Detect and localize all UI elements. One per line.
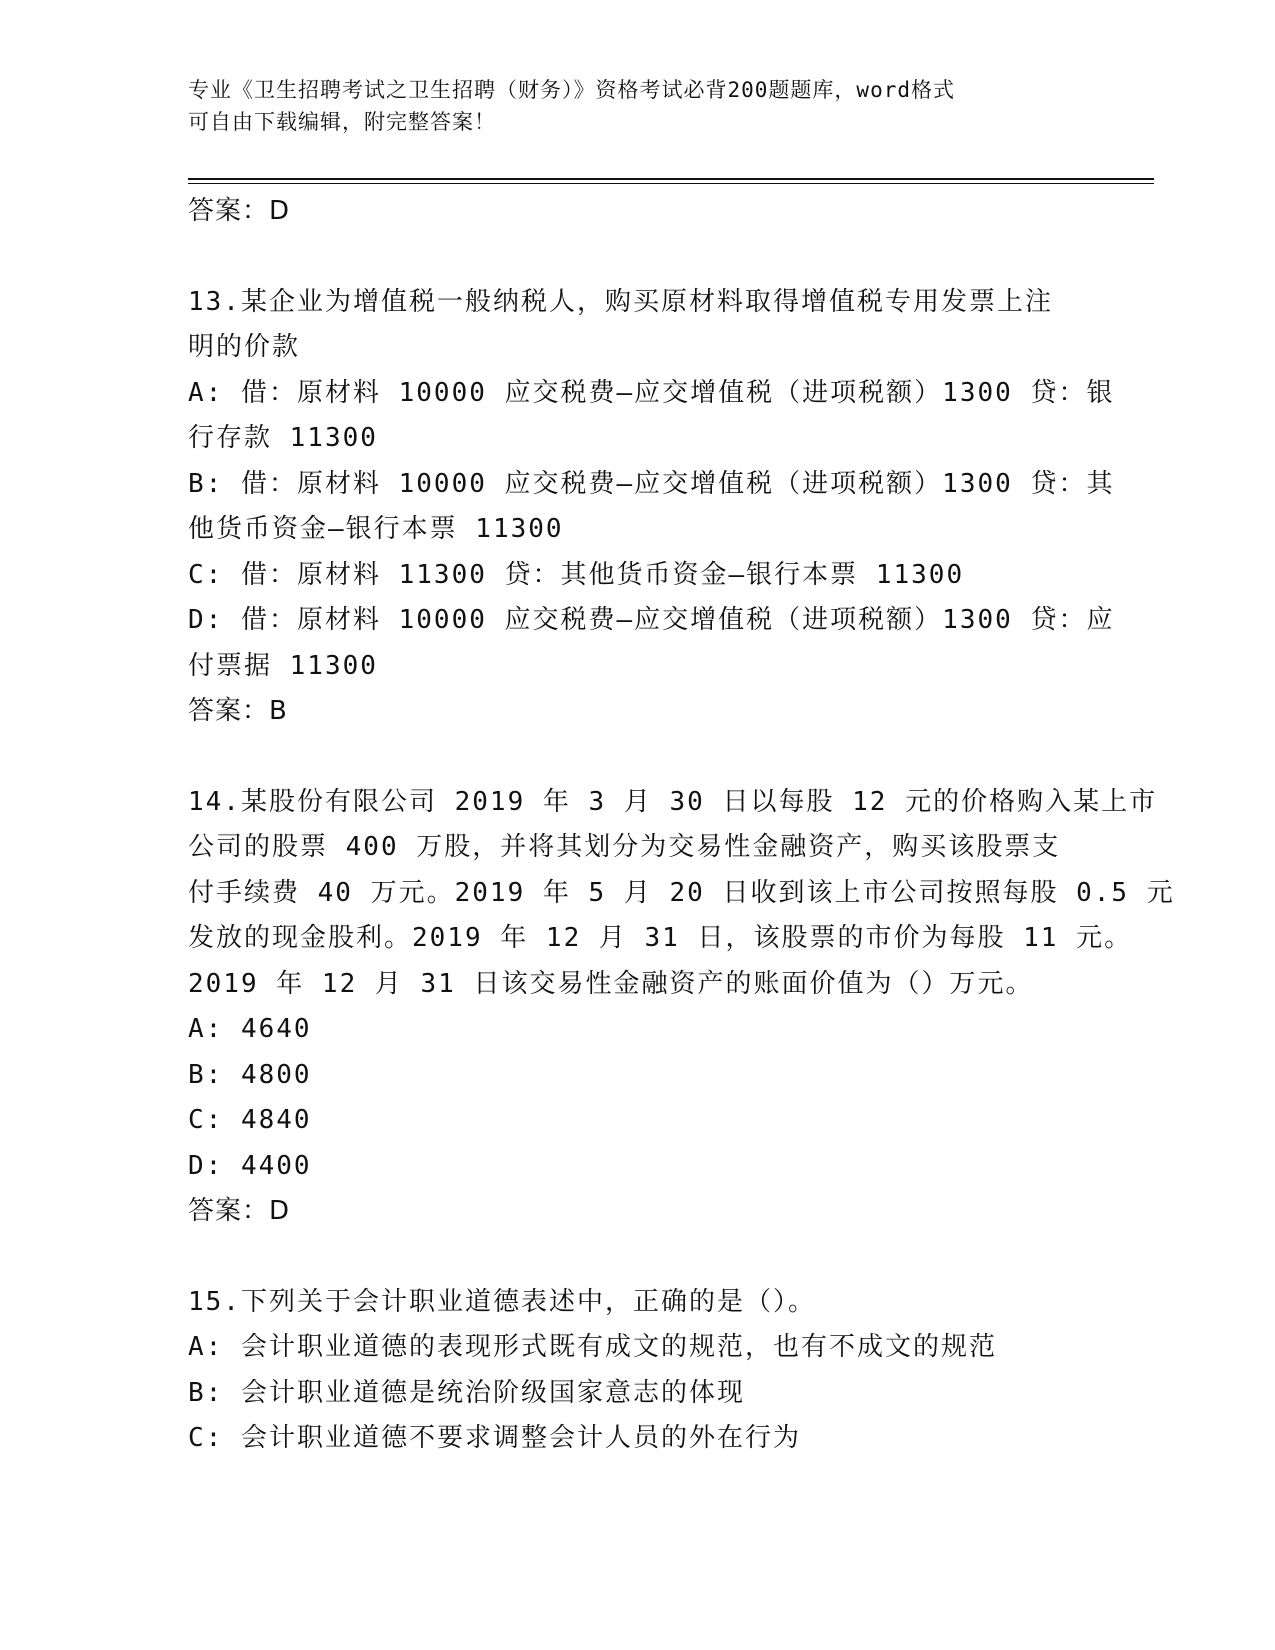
question-13-option-b: B: 借：原材料 10000 应交税费—应交增值税（进项税额）1300 贷：其 bbox=[188, 468, 1115, 499]
header-line-1: 专业《卫生招聘考试之卫生招聘（财务）》资格考试必背200题题库，word格式 bbox=[188, 78, 955, 102]
question-13-stem-line: 13.某企业为增值税一般纳税人，购买原材料取得增值税专用发票上注 bbox=[188, 286, 1053, 317]
header-line-2: 可自由下载编辑，附完整答案！ bbox=[188, 110, 496, 134]
question-13-option-a-cont: 行存款 11300 bbox=[188, 423, 378, 453]
spacer bbox=[188, 235, 1088, 280]
question-13-option-c: C: 借：原材料 11300 贷：其他货币资金—银行本票 11300 bbox=[188, 559, 965, 590]
question-14-stem-line: 发放的现金股利。2019 年 12 月 31 日，该股票的市价为每股 11 元。 bbox=[188, 923, 1133, 953]
question-15-option-c: C: 会计职业道德不要求调整会计人员的外在行为 bbox=[188, 1423, 801, 1453]
question-14-option-a: A: 4640 bbox=[188, 1014, 312, 1044]
question-14-option-b: B: 4800 bbox=[188, 1059, 312, 1090]
question-13-option-b-cont: 他货币资金—银行本票 11300 bbox=[188, 514, 564, 544]
question-14-option-c: C: 4840 bbox=[188, 1105, 312, 1135]
question-15-stem-line: 15.下列关于会计职业道德表述中，正确的是（）。 bbox=[188, 1286, 816, 1317]
question-14-stem-line: 2019 年 12 月 31 日该交易性金融资产的账面价值为（）万元。 bbox=[188, 968, 1034, 999]
header-rule-thick bbox=[188, 178, 1154, 180]
spacer bbox=[188, 1235, 1088, 1280]
spacer bbox=[188, 735, 1088, 780]
question-14-stem-line: 付手续费 40 万元。2019 年 5 月 20 日收到该上市公司按照每股 0.5 元 bbox=[188, 877, 1175, 908]
header-rule-thin bbox=[188, 183, 1154, 184]
question-13-option-d: D: 借：原材料 10000 应交税费—应交增值税（进项税额）1300 贷：应 bbox=[188, 605, 1115, 635]
question-13-stem-line: 明的价款 bbox=[188, 332, 301, 362]
question-13-option-d-cont: 付票据 11300 bbox=[188, 650, 378, 681]
prev-answer: 答案：D bbox=[188, 196, 291, 226]
question-15 bbox=[188, 1280, 1088, 1462]
question-14-stem-line: 14.某股份有限公司 2019 年 3 月 30 日以每股 12 元的价格购入某上市 bbox=[188, 786, 1158, 817]
question-14 bbox=[188, 780, 1175, 1235]
question-14-option-d: D: 4400 bbox=[188, 1150, 312, 1181]
question-13-answer: 答案：B bbox=[188, 696, 288, 726]
question-15-option-b: B: 会计职业道德是统治阶级国家意志的体现 bbox=[188, 1377, 745, 1408]
question-13-option-a: A: 借：原材料 10000 应交税费—应交增值税（进项税额）1300 贷：银 bbox=[188, 377, 1115, 408]
question-13 bbox=[188, 280, 1115, 735]
question-15-option-a: A: 会计职业道德的表现形式既有成文的规范，也有不成文的规范 bbox=[188, 1332, 997, 1362]
page-content bbox=[188, 189, 1175, 1462]
question-14-stem-line: 公司的股票 400 万股，并将其划分为交易性金融资产，购买该股票支 bbox=[188, 832, 1061, 862]
document-header bbox=[188, 74, 1088, 138]
question-14-answer: 答案：D bbox=[188, 1196, 291, 1226]
